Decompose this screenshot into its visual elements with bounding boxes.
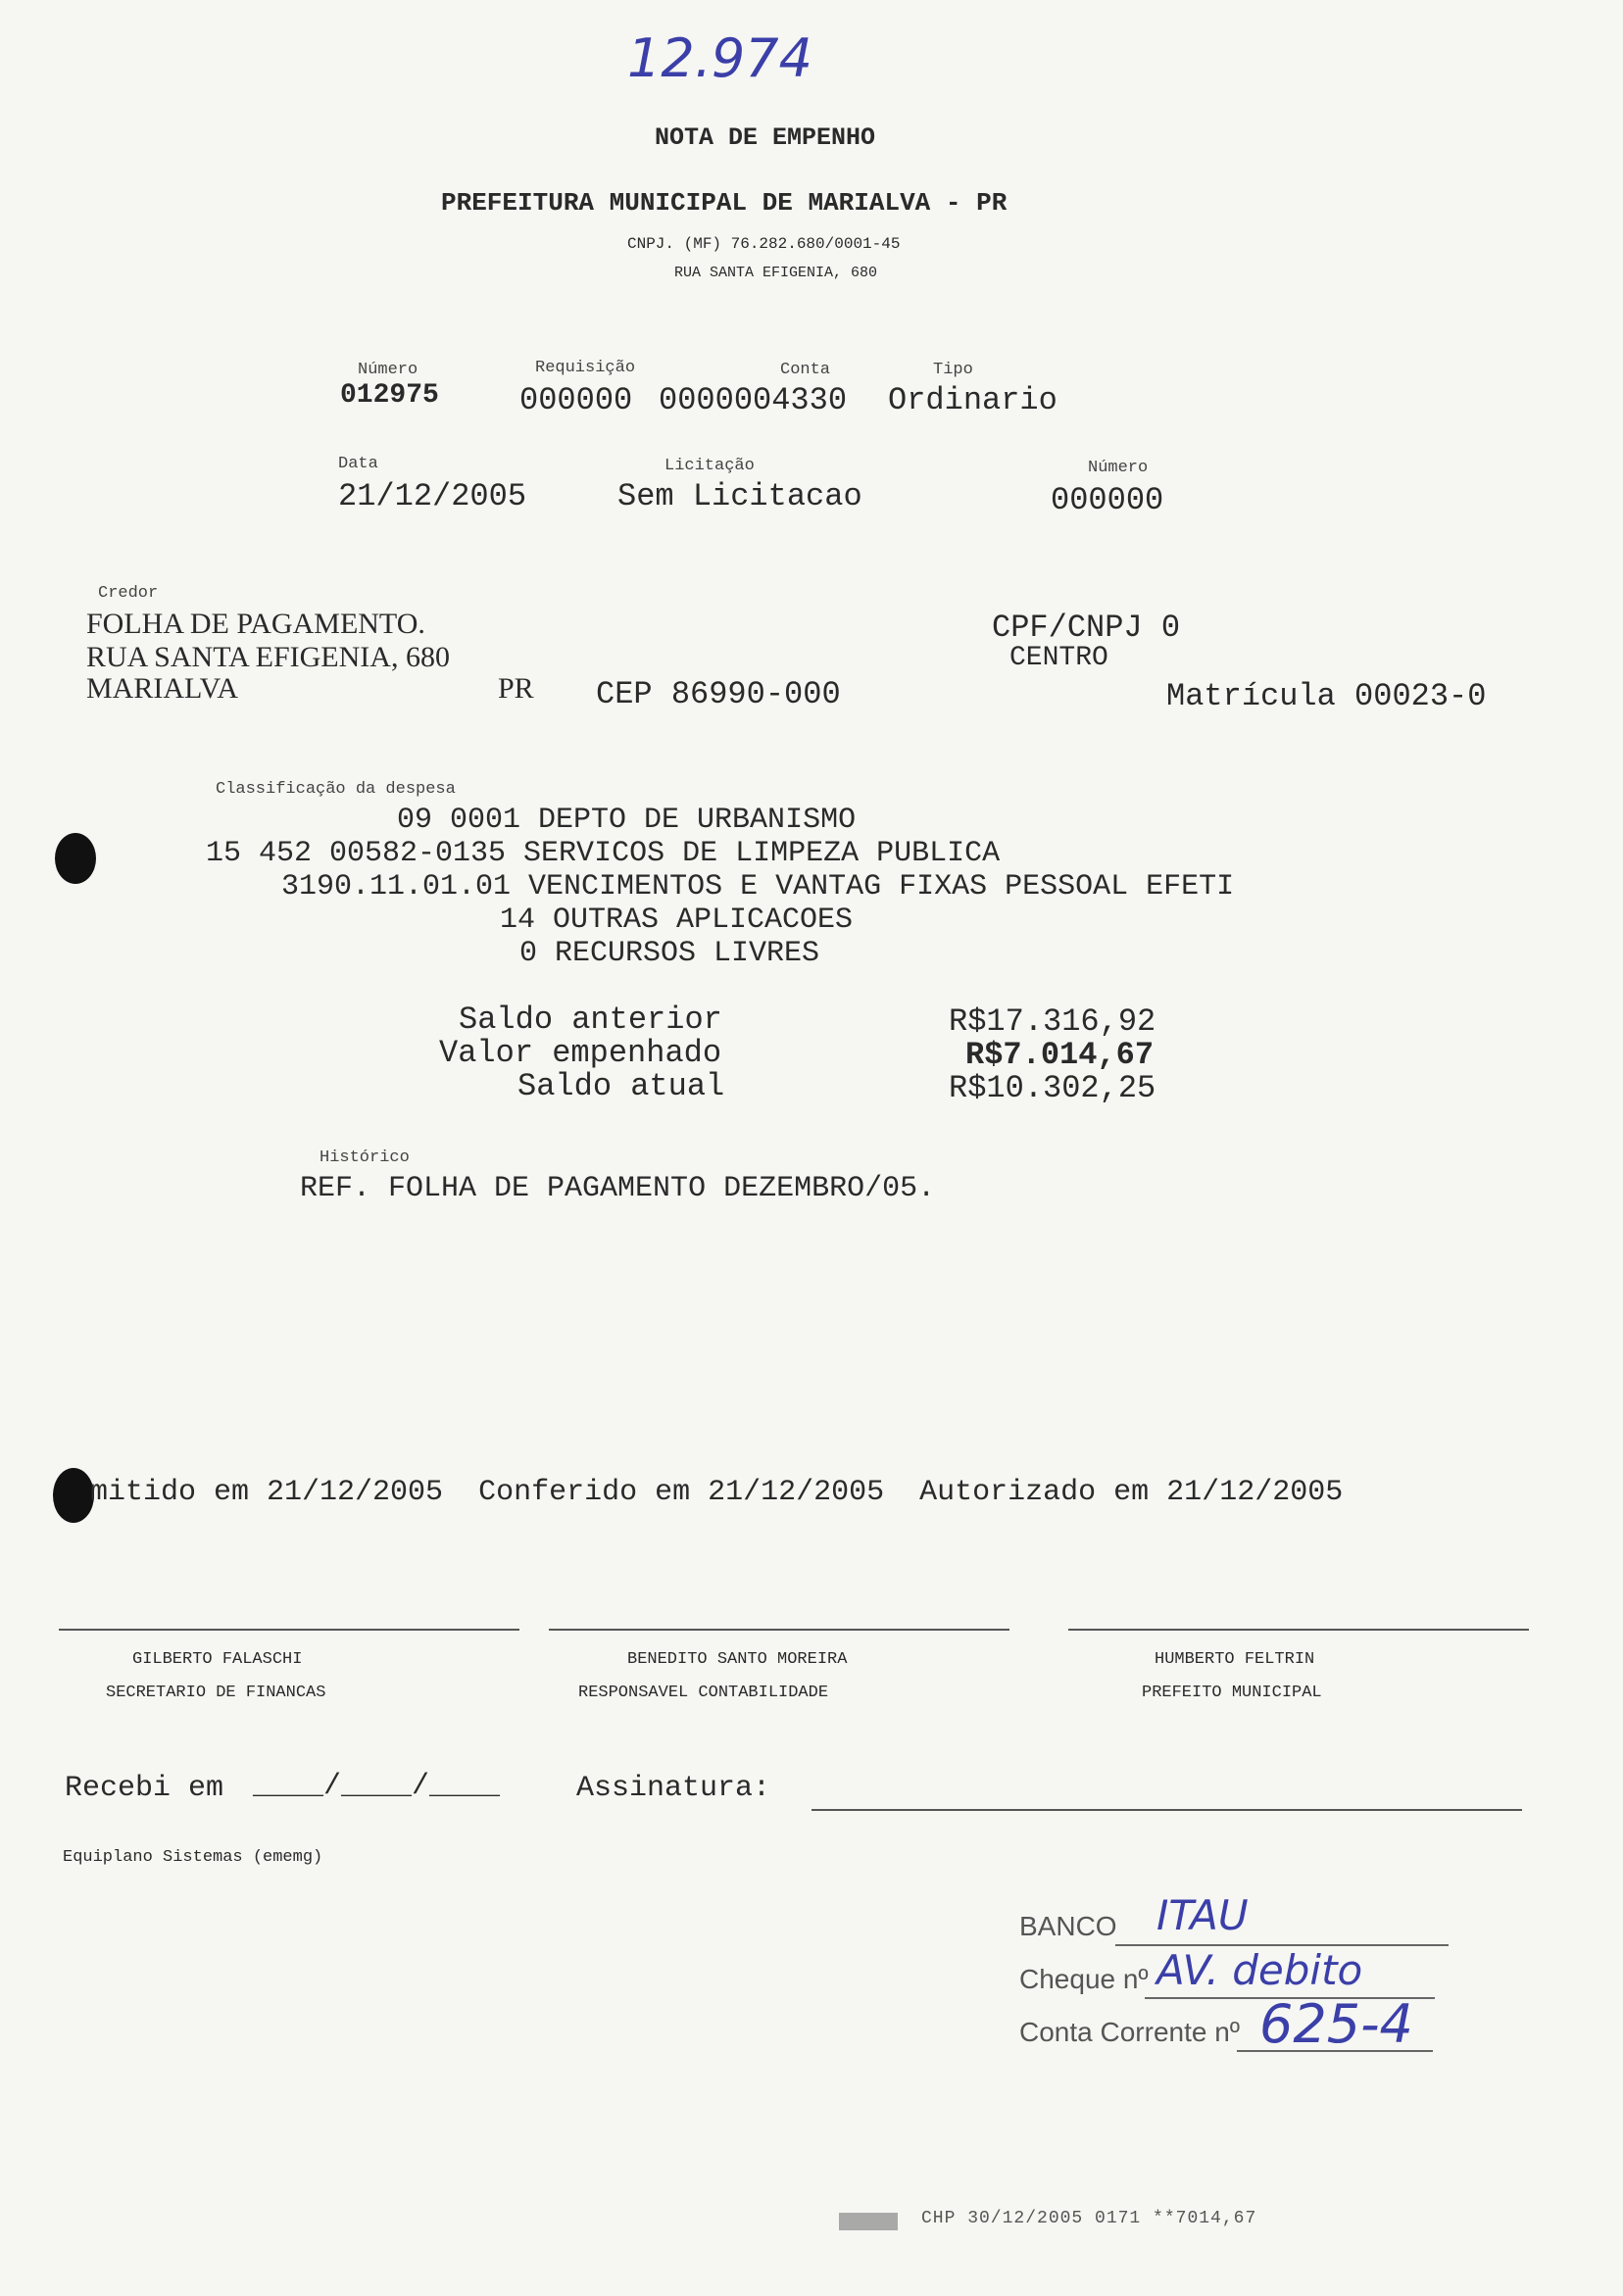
assinatura-line (812, 1809, 1522, 1811)
signer-role: SECRETARIO DE FINANCAS (106, 1684, 326, 1702)
conta-label: Conta (780, 361, 831, 379)
classificacao-line: 09 0001 DEPTO DE URBANISMO (397, 804, 857, 837)
credor-state: PR (498, 672, 534, 705)
signer-role: PREFEITO MUNICIPAL (1142, 1684, 1322, 1702)
credor-name: FOLHA DE PAGAMENTO. (86, 608, 425, 640)
stamp-cheque-value: AV. debito (1156, 1946, 1363, 1994)
requisicao-label: Requisição (535, 359, 636, 377)
valor-empenhado-label: Valor empenhado (439, 1035, 722, 1071)
punch-hole-icon (53, 1468, 94, 1523)
stamp-banco-label: BANCO (1019, 1911, 1117, 1941)
credor-bairro: CENTRO (1009, 643, 1108, 673)
footer-system: Equiplano Sistemas (ememg) (63, 1848, 323, 1867)
signer-name: HUMBERTO FELTRIN (1155, 1650, 1315, 1669)
data-label: Data (338, 455, 378, 473)
requisicao-value: 000000 (519, 382, 633, 418)
credor-cpf: CPF/CNPJ 0 (992, 610, 1181, 646)
signer-name: GILBERTO FALASCHI (132, 1650, 303, 1669)
bank-print: CHP 30/12/2005 0171 **7014,67 (921, 2209, 1257, 2228)
licitacao-value: Sem Licitacao (617, 478, 862, 514)
numero-label: Número (358, 361, 418, 379)
saldo-atual-value: R$10.302,25 (949, 1070, 1156, 1106)
classificacao-line: 14 OUTRAS APLICACOES (500, 904, 854, 937)
signer-name: BENEDITO SANTO MOREIRA (627, 1650, 848, 1669)
saldo-anterior-label: Saldo anterior (459, 1001, 722, 1038)
stamp-cheque-label: Cheque nº (1019, 1964, 1149, 1994)
credor-matricula: Matrícula 00023-0 (1166, 678, 1487, 714)
numero2-label: Número (1088, 459, 1149, 477)
historico-text: REF. FOLHA DE PAGAMENTO DEZEMBRO/05. (300, 1172, 936, 1205)
document-title: NOTA DE EMPENHO (655, 123, 876, 152)
data-value: 21/12/2005 (338, 478, 527, 514)
assinatura-label: Assinatura: (576, 1772, 771, 1805)
signature-line (59, 1629, 519, 1631)
credor-street: RUA SANTA EFIGENIA, 680 (86, 641, 450, 673)
credor-label: Credor (98, 584, 159, 603)
recebi-date-blank: ____/____/____ (253, 1770, 501, 1803)
stamp-conta-label: Conta Corrente nº (1019, 2017, 1241, 2047)
org-address: RUA SANTA EFIGENIA, 680 (674, 265, 878, 281)
org-name: PREFEITURA MUNICIPAL DE MARIALVA - PR (441, 188, 1008, 218)
historico-label: Histórico (320, 1148, 410, 1167)
licitacao-label: Licitação (664, 457, 755, 475)
punch-hole-icon (55, 833, 96, 884)
numero2-value: 000000 (1051, 482, 1164, 518)
numero-value: 012975 (340, 380, 439, 411)
classificacao-label: Classificação da despesa (216, 780, 456, 799)
tipo-value: Ordinario (888, 382, 1057, 418)
saldo-anterior-value: R$17.316,92 (949, 1003, 1156, 1040)
classificacao-line: 0 RECURSOS LIVRES (519, 937, 820, 970)
valor-empenhado-value: R$7.014,67 (965, 1037, 1155, 1073)
recebi-label: Recebi em (65, 1772, 224, 1805)
bank-print-icon (839, 2213, 898, 2230)
signature-line (1068, 1629, 1529, 1631)
stamp-banco-value: ITAU (1156, 1891, 1249, 1939)
dates-line: mitido em 21/12/2005 Conferido em 21/12/2005 Autorizado em 21/12/2005 (90, 1476, 1344, 1509)
signature-line (549, 1629, 1009, 1631)
tipo-label: Tipo (933, 361, 973, 379)
classificacao-line: 3190.11.01.01 VENCIMENTOS E VANTAG FIXAS PESSOAL EFETI (281, 870, 1235, 904)
handwritten-number: 12.974 (627, 27, 812, 89)
conta-value: 0000004330 (659, 382, 848, 418)
signer-role: RESPONSAVEL CONTABILIDADE (578, 1684, 829, 1702)
credor-cep: CEP 86990-000 (596, 676, 841, 712)
org-cnpj: CNPJ. (MF) 76.282.680/0001-45 (627, 235, 901, 253)
classificacao-line: 15 452 00582-0135 SERVICOS DE LIMPEZA PUBLICA (206, 837, 1001, 870)
stamp-conta-value: 625-4 (1259, 1993, 1413, 2055)
saldo-atual-label: Saldo atual (517, 1068, 725, 1104)
credor-city: MARIALVA (86, 672, 239, 705)
